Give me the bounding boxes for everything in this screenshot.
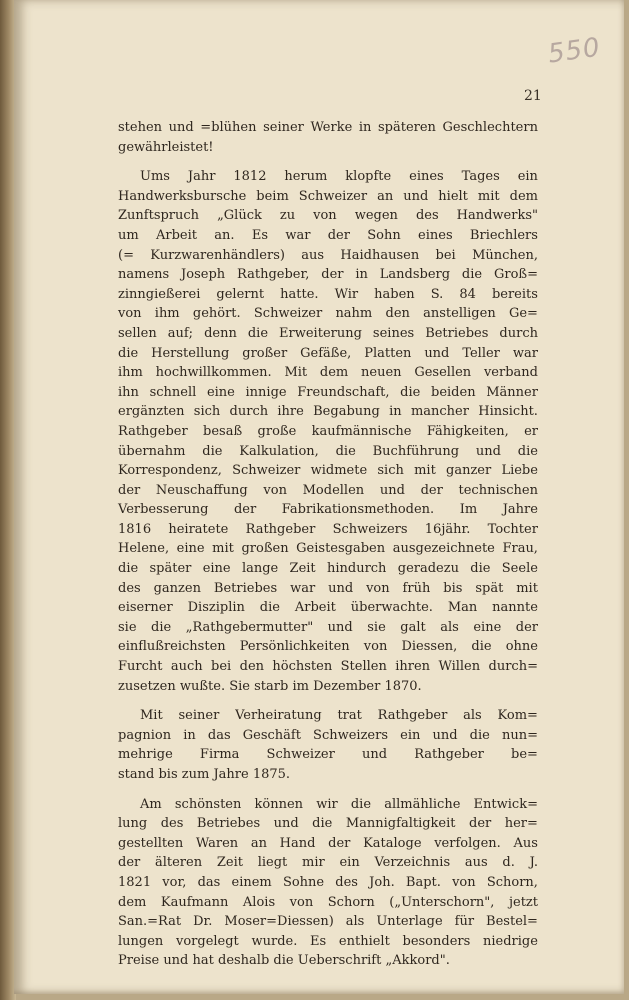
text-line: stand bis zum Jahre 1875. (118, 767, 291, 782)
text-line: gestellten Waren an Hand der Kataloge verfolgen. Aus (118, 835, 538, 851)
paragraph (118, 795, 538, 971)
text-line: einflußreichsten Persönlichkeiten von Diessen, die ohne (118, 639, 538, 655)
text-line: lungen vorgelegt wurde. Es enthielt besonders niedrige (118, 933, 538, 949)
text-line: Helene, eine mit großen Geistesgaben ausgezeichnete Frau, (118, 541, 538, 557)
text-line: um Arbeit an. Es war der Sohn eines Briechlers (118, 227, 538, 243)
text-line: namens Joseph Rathgeber, der in Landsberg die Groß= (118, 267, 538, 283)
text-line: San.=Rat Dr. Moser=Diessen) als Unterlage für Bestel= (118, 914, 538, 930)
text-line: sie die „Rathgebermutter" und sie galt als eine der (118, 619, 538, 635)
text-line: Rathgeber besaß große kaufmännische Fähigkeiten, er (118, 423, 538, 439)
text-line: Am schönsten können wir die allmähliche Entwick= (140, 796, 538, 812)
text-line: (= Kurzwarenhändlers) aus Haidhausen bei München, (118, 247, 538, 263)
text-line: ergänzten sich durch ihre Begabung in mancher Hinsicht. (118, 404, 538, 420)
text-line: die später eine lange Zeit hindurch geradezu die Seele (118, 561, 538, 577)
text-line: zusetzen wußte. Sie starb im Dezember 1870. (118, 678, 422, 694)
text-line: sellen auf; denn die Erweiterung seines Betriebes durch (118, 325, 538, 341)
text-line: Mit seiner Verheiratung trat Rathgeber als Kom= (140, 708, 538, 724)
text-line: Ums Jahr 1812 herum klopfte eines Tages ein (140, 169, 538, 185)
text-line: eiserner Disziplin die Arbeit überwachte. Man nannte (118, 600, 538, 616)
paragraph (118, 118, 538, 157)
text-line: ihm hochwillkommen. Mit dem neuen Gesellen verband (118, 365, 538, 381)
page-number: 21 (524, 88, 542, 104)
text-line: übernahm die Kalkulation, die Buchführung und die (118, 443, 538, 459)
text-line: von ihm gehört. Schweizer nahm den anstelligen Ge= (118, 306, 538, 322)
body-text (118, 118, 538, 971)
text-line: Verbesserung der Fabrikationsmethoden. Im Jahre (118, 502, 538, 518)
text-line: 1821 vor, das einem Sohne des Joh. Bapt. von Schorn, (118, 874, 538, 890)
paragraph (118, 167, 538, 696)
text-line: stehen und =blühen seiner Werke in späteren Geschlechtern (118, 120, 538, 135)
paragraph (118, 706, 538, 784)
text-line: Zunftspruch „Glück zu von wegen des Handwerks" (118, 208, 538, 224)
text-line: die Herstellung großer Gefäße, Platten und Teller war (118, 345, 538, 361)
text-line: der älteren Zeit liegt mir ein Verzeichnis aus d. J. (118, 855, 538, 871)
text-line: 1816 heiratete Rathgeber Schweizers 16jähr. Tochter (118, 521, 538, 537)
text-line: pagnion in das Geschäft Schweizers ein und die nun= (118, 727, 538, 743)
text-line: ihn schnell eine innige Freundschaft, die beiden Männer (118, 384, 538, 400)
text-line: Handwerksbursche beim Schweizer an und hielt mit dem (118, 188, 538, 204)
pencil-annotation: 550 (546, 32, 603, 70)
text-line: Korrespondenz, Schweizer widmete sich mit ganzer Liebe (118, 463, 538, 479)
text-line: lung des Betriebes und die Mannigfaltigkeit der her= (118, 816, 538, 832)
text-line: zinngießerei gelernt hatte. Wir haben S. 84 bereits (118, 286, 538, 302)
text-line: gewährleistet! (118, 139, 214, 155)
text-line: mehrige Firma Schweizer und Rathgeber be= (118, 747, 538, 763)
text-line: Furcht auch bei den höchsten Stellen ihren Willen durch= (118, 659, 538, 675)
text-line: der Neuschaffung von Modellen und der technischen (118, 482, 538, 498)
text-line: Preise und hat deshalb die Ueberschrift „Akkord". (118, 953, 450, 969)
text-line: dem Kaufmann Alois von Schorn („Unterschorn", jetzt (118, 894, 538, 910)
text-line: des ganzen Betriebes war und von früh bis spät mit (118, 580, 538, 596)
book-page (14, 0, 624, 994)
